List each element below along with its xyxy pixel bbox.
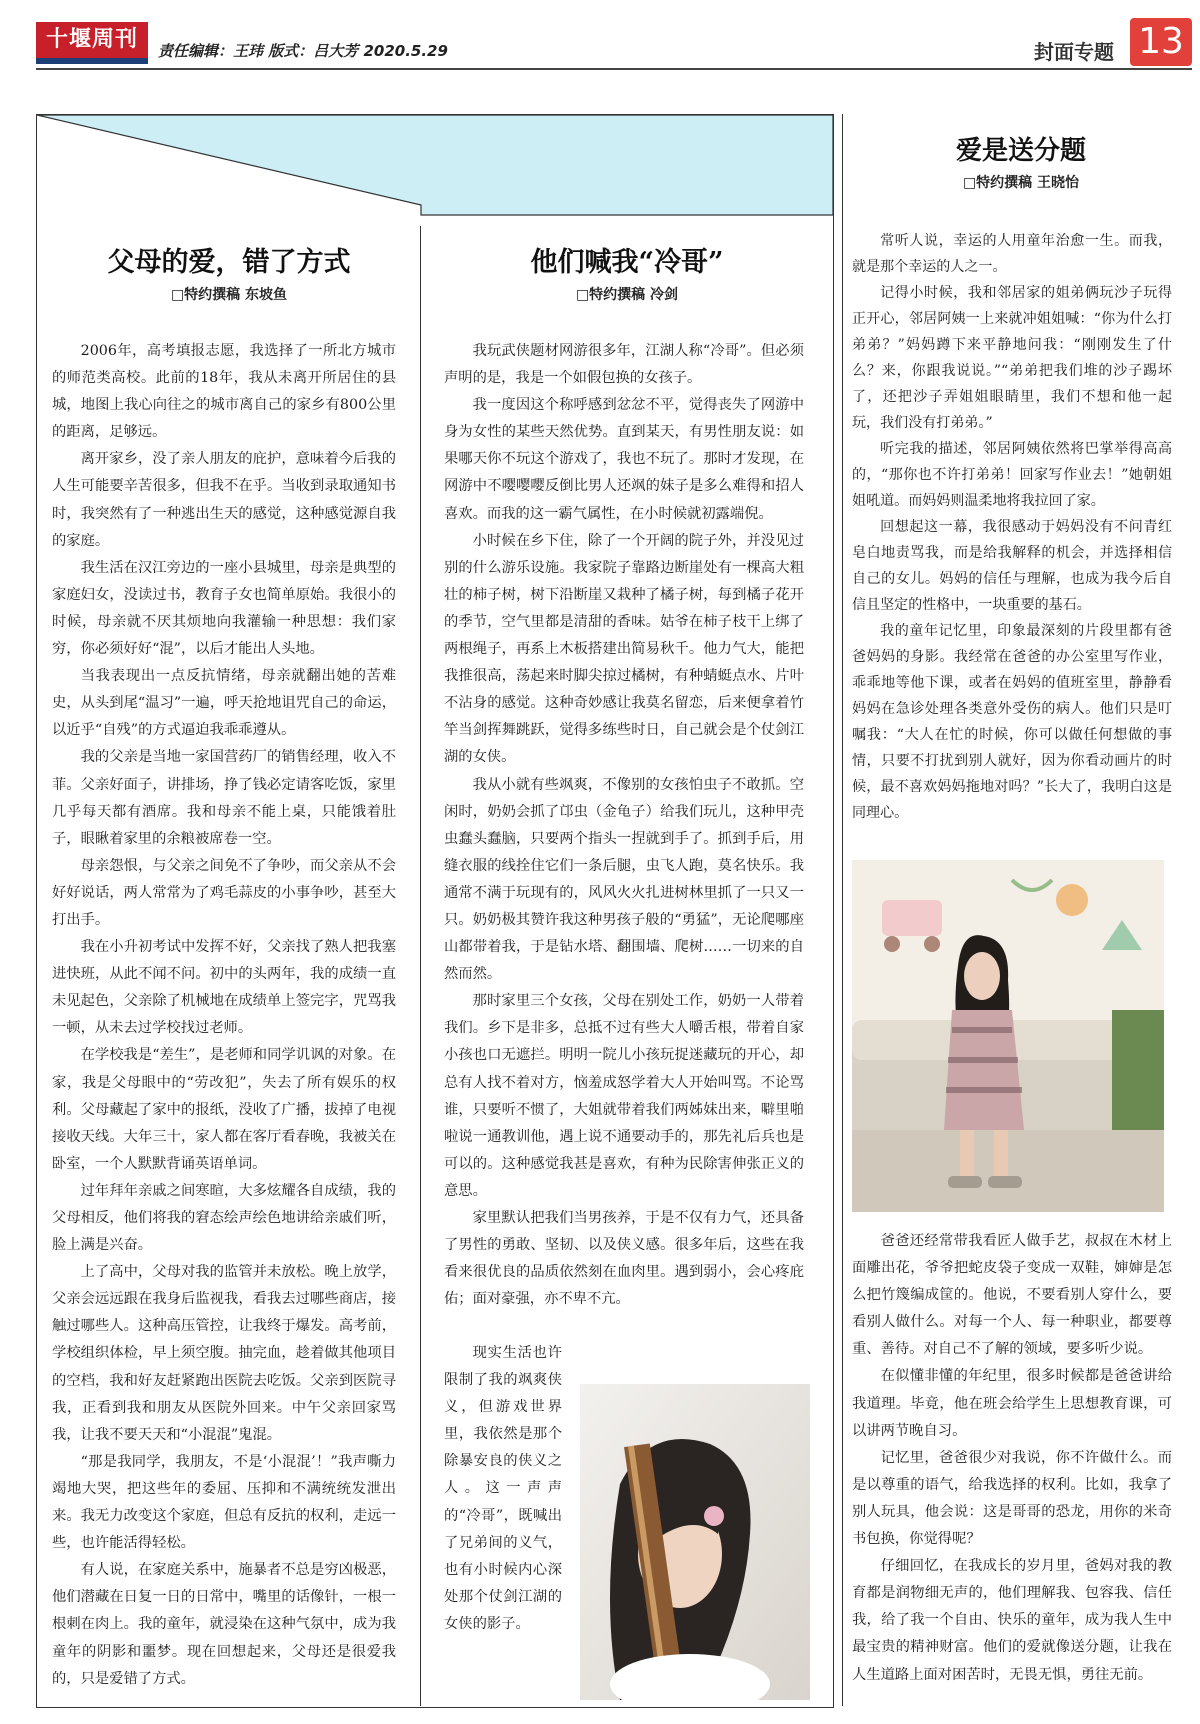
- woman-on-sofa-photo: [852, 860, 1164, 1212]
- article2-body-wrap: [444, 1340, 562, 1638]
- page-header: [0, 0, 1200, 70]
- article1-title: 父母的爱，错了方式: [107, 247, 351, 278]
- paragraph: 2006年，高考填报志愿，我选择了一所北方城市的师范类高校。此前的18年，我从未离开所居住的县城，地图上我心向往之的城市离自己的家乡有800公里的距离，足够远。: [52, 343, 396, 441]
- paragraph: 我生活在汉江旁边的一座小县城里，母亲是典型的家庭妇女，没读过书，教育子女也简单原始。我很小的时候，母亲就不厌其烦地向我灌输一种思想：我们家穷，你必须好好“混”，以后才能出人头地。: [52, 559, 396, 658]
- editor-credits: 责任编辑：王玮 版式：吕大芳 2020.5.29: [158, 42, 448, 60]
- article3-title: 爱是送分题: [955, 136, 1086, 166]
- page-number-badge: 13: [1130, 18, 1192, 66]
- article3-body-bottom: [852, 1228, 1172, 1689]
- paragraph: 仔细回忆，在我成长的岁月里，爸妈对我的教育都是润物细无声的，他们理解我、包容我、信任我，给了我一个自由、快乐的童年，成为我人生中最宝贵的精神财富。他们的爱就像送分题，让我在人生道路上面对困苦时，无畏无惧，勇往无前。: [852, 1558, 1172, 1683]
- paragraph: 当我表现出一点反抗情绪，母亲就翻出她的苦难史，从头到尾“温习”一遍，呼天抢地诅咒自己的命运，以近乎“自残”的方式逼迫我乖乖遵从。: [52, 668, 396, 739]
- paragraph: 小时候在乡下住，除了一个开阔的院子外，并没见过别的什么游乐设施。我家院子靠路边断崖处有一棵高大粗壮的柿子树，树下沿断崖又栽种了橘子树，每到橘子花开的季节，空气里都是清甜的香味。姑爷在柿子枝干上绑了两根绳子，再系上木板搭建出简易秋千。他力气大，能把我推很高，荡起来时脚尖掠过橘树，有种蜻蜓点水、片叶不沾身的感觉。这种奇妙感让我莫名留恋，后来便拿着竹竿当剑挥舞跳跃，觉得多练些时日，自己就会是个仗剑江湖的女侠。: [444, 532, 804, 766]
- paragraph: 我在小升初考试中发挥不好，父亲找了熟人把我塞进快班，从此不闻不问。初中的头两年，我的成绩一直未见起色，父亲除了机械地在成绩单上签完字，咒骂我一顿，从未去过学校找过老师。: [52, 939, 396, 1037]
- paragraph: 有人说，在家庭关系中，施暴者不总是穷凶极恶，他们潜藏在日复一日的日常中，嘴里的话像针，一根一根刺在肉上。我的童年，就浸染在这种气氛中，成为我童年的阴影和噩梦。现在回想起来，父母还是很爱我的，只是爱错了方式。: [52, 1562, 396, 1687]
- girl-with-pipa-photo: [580, 1384, 810, 1700]
- paragraph: 在学校我是“差生”，是老师和同学讥讽的对象。在家，我是父母眼中的“劳改犯”，失去了所有娱乐的权利。父母藏起了家中的报纸，没收了广播，拔掉了电视接收天线。大年三十，家人都在客厅看春晚，我被关在卧室，一个人默默背诵英语单词。: [52, 1047, 396, 1172]
- paragraph: 常听人说，幸运的人用童年治愈一生。而我，就是那个幸运的人之一。: [852, 233, 1172, 275]
- paragraph: 家里默认把我们当男孩养，于是不仅有力气，还具备了男性的勇敢、坚韧、以及侠义感。很多年后，这些在我看来很优良的品质依然刻在血肉里。遇到弱小，会心疼庇佑；面对豪强，亦不卑不亢。: [444, 1210, 804, 1308]
- header-divider: [36, 68, 1192, 70]
- paragraph: 我的父亲是当地一家国营药厂的销售经理，收入不菲。父亲好面子，讲排场，挣了钱必定请客吃饭，家里几乎每天都有酒席。我和母亲不能上桌，只能饿着肚子，眼瞅着家里的余粮被席卷一空。: [52, 749, 396, 847]
- paragraph: 听完我的描述，邻居阿姨依然将巴掌举得高高的，“那你也不许打弟弟！回家写作业去！”她朝姐姐吼道。而妈妈则温柔地将我拉回了家。: [852, 441, 1172, 509]
- paragraph: 那时家里三个女孩，父母在别处工作，奶奶一人带着我们。乡下是非多，总抵不过有些大人嚼舌根，带着自家小孩也口无遮拦。明明一院儿小孩玩捉迷藏玩的开心，却总有人找不着对方，恼羞成怒学着大人开始叫骂。不论骂谁，只要听不惯了，大姐就带着我们两姊妹出来，噼里啪啦说一通教训他，遇上说不通要动手的，那先礼后兵也是可以的。这种感觉我甚是喜欢，有种为民除害伸张正义的意思。: [444, 993, 804, 1199]
- paragraph: 在似懂非懂的年纪里，很多时候都是爸爸讲给我道理。毕竟，他在班会给学生上思想教育课，可以讲两节晚自习。: [852, 1368, 1172, 1439]
- paragraph: 现实生活也许限制了我的飒爽侠义，但游戏世界里，我依然是那个除暴安良的侠义之人。这一声声的“冷哥”，既喊出了兄弟间的义气，也有小时候内心深处那个仗剑江湖的女侠的影子。: [444, 1345, 562, 1632]
- paragraph: 母亲怨恨，与父亲之间免不了争吵，而父亲从不会好好说话，两人常常为了鸡毛蒜皮的小事争吵，甚至大打出手。: [52, 857, 396, 928]
- article2-body: [444, 338, 804, 1313]
- banner-shape: [37, 115, 833, 215]
- article1-byline: □特约撰稿 东坡鱼: [170, 287, 288, 303]
- article1-body: [52, 338, 396, 1693]
- paragraph: 我的童年记忆里，印象最深刻的片段里都有爸爸妈妈的身影。我经常在爸爸的办公室里写作业，乖乖地等他下课，或者在妈妈的值班室里，静静看妈妈在急诊处理各类意外受伤的病人。他们只是叮嘱我：“大人在忙的时候，你可以做任何想做的事情，只要不打扰到别人就好，因为你看动画片的时候，最不喜欢妈妈拖地对吗？”长大了，我明白这是同理心。: [852, 623, 1172, 821]
- column-divider: [420, 226, 421, 1706]
- masthead-logo: 十堰周刊: [36, 22, 148, 58]
- paragraph: 我玩武侠题材网游很多年，江湖人称“冷哥”。但必须声明的是，我是一个如假包换的女孩子。: [444, 343, 804, 387]
- section-title: 封面专题: [1034, 40, 1114, 64]
- paragraph: 离开家乡，没了亲人朋友的庇护，意味着今后我的人生可能要辛苦很多，但我不在乎。当收到录取通知书时，我突然有了一种逃出生天的感觉，这种感觉源自我的家庭。: [52, 451, 396, 549]
- article2-title: 他们喊我“冷哥”: [530, 247, 724, 278]
- paragraph: 回想起这一幕，我很感动于妈妈没有不问青红皂白地责骂我，而是给我解释的机会，并选择相信自己的女儿。妈妈的信任与理解，也成为我今后自信且坚定的性格中，一块重要的基石。: [852, 519, 1172, 613]
- paragraph: 过年拜年亲戚之间寒暄，大多炫耀各自成绩，我的父母相反，他们将我的窘态绘声绘色地讲给亲戚们听，脸上满是兴奋。: [52, 1182, 396, 1254]
- cyan-banner-graphic: [37, 115, 833, 227]
- paragraph: 记得小时候，我和邻居家的姐弟俩玩沙子玩得正开心，邻居阿姨一上来就冲姐姐喊：“你为什么打弟弟？”妈妈蹲下来平静地问我：“刚刚发生了什么？来，你跟我说说。”“弟弟把我们堆的沙子踢坏了，还把沙子弄姐姐眼睛里，我们不想和他一起玩，我们没有打弟弟。”: [852, 285, 1172, 431]
- paragraph: 上了高中，父母对我的监管并未放松。晚上放学，父亲会远远跟在我身后监视我，看我去过哪些商店，接触过哪些人。这种高压管控，让我终于爆发。高考前，学校组织体检，早上须空腹。抽完血，趁着做其他项目的空档，我和好友赶紧跑出医院去吃饭。父亲到医院寻我，正看到我和朋友从医院外回来。中午父亲回家骂我，让我不要天天和“小混混”鬼混。: [52, 1264, 396, 1443]
- paragraph: 我一度因这个称呼感到忿忿不平，觉得丧失了网游中身为女性的某些天然优势。直到某天，有男性朋友说：如果哪天你不玩这个游戏了，我也不玩了。那时才发现，在网游中不嘤嘤嘤反倒比男人还飒的妹子是多么难得和招人喜欢。而我的这一霸气属性，在小时候就初露端倪。: [444, 397, 804, 522]
- paragraph: “那是我同学，我朋友，不是‘小混混’！”我声嘶力竭地大哭，把这些年的委屈、压抑和不满统统发泄出来。我无力改变这个家庭，但总有反抗的权利，走远一些，也许能活得轻松。: [52, 1453, 396, 1552]
- paragraph: 记忆里，爸爸很少对我说，你不许做什么。而是以尊重的语气，给我选择的权利。比如，我拿了别人玩具，他会说：这是哥哥的恐龙，用你的米奇书包换，你觉得呢？: [852, 1449, 1172, 1548]
- article2-byline: □特约撰稿 冷剑: [575, 287, 679, 303]
- article3-byline: □特约撰稿 王晓怡: [962, 175, 1080, 191]
- paragraph: 爸爸还经常带我看匠人做手艺，叔叔在木材上面雕出花，爷爷把蛇皮袋子变成一双鞋，婶婶是怎么把竹篾编成筐的。他说，不要看别人穿什么，要看别人做什么。对每一个人、每一种职业，都要尊重、善待。对自己不了解的领域，要多听少说。: [852, 1233, 1172, 1358]
- article3-body-top: [852, 228, 1172, 826]
- sidebar-divider: [842, 114, 843, 1706]
- paragraph: 我从小就有些飒爽，不像别的女孩怕虫子不敢抓。空闲时，奶奶会抓了邙虫（金龟子）给我们玩儿，这种甲壳虫蠢头蠢脑，只要两个指头一捏就到手了。抓到手后，用缝衣服的线拴住它们一条后腿，虫飞人跑，莫名快乐。我通常不满于玩现有的，风风火火扎进树林里抓了一只又一只。奶奶极其赞许我这种男孩子般的“勇猛”，无论爬哪座山都带着我，于是钻水塔、翻围墙、爬树……一切来的自然而然。: [444, 776, 804, 983]
